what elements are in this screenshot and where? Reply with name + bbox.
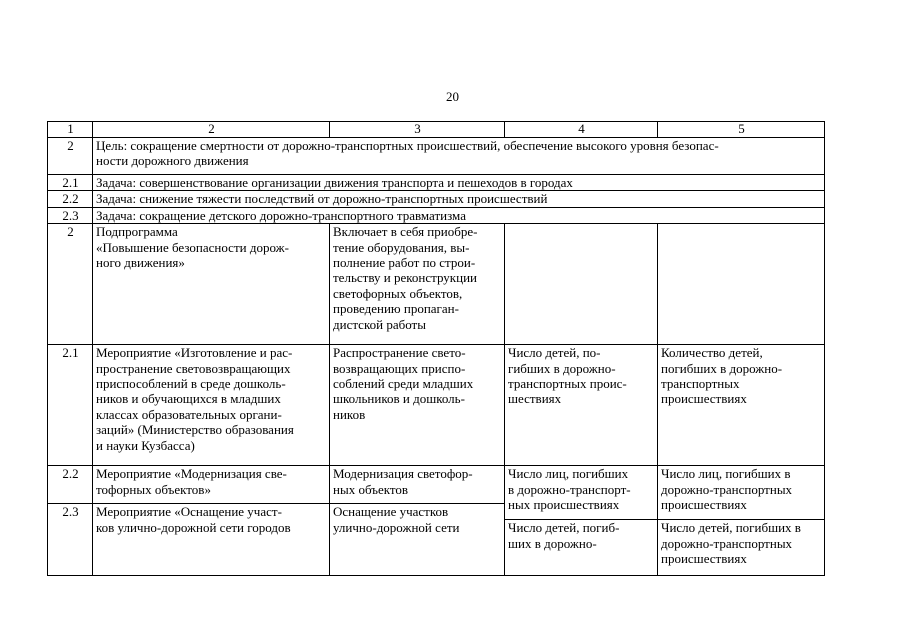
task-text: Задача: сокращение детского дорожно-транспортного травматизма (93, 207, 825, 223)
row-number: 2 (48, 138, 93, 175)
measure-indicator-definition: Количество детей, погибших в дорожно- транспортных происшествиях (658, 345, 825, 466)
column-number: 4 (505, 122, 658, 138)
empty-cell (658, 224, 825, 345)
empty-cell (505, 224, 658, 345)
goal-text: Цель: сокращение смертности от дорожно-транспортных происшествий, обеспечение высокого уровня безопас- ности дорожного движения (93, 138, 825, 175)
goal-row (48, 138, 825, 175)
task-text: Задача: совершенствование организации движения транспорта и пешеходов в городах (93, 175, 825, 191)
measure-title: Мероприятие «Модернизация све- тофорных объектов» (93, 466, 330, 504)
task-row (48, 191, 825, 207)
measure-row (48, 466, 825, 504)
task-row (48, 175, 825, 191)
program-table (47, 121, 825, 576)
column-number: 5 (658, 122, 825, 138)
column-number-row (48, 122, 825, 138)
measure-description: Модернизация светофор- ных объектов (330, 466, 505, 504)
measure-description: Распространение свето- возвращающих приспо- соблений среди младших школьников и дошколь- ников (330, 345, 505, 466)
page-number: 20 (446, 89, 459, 104)
column-number: 3 (330, 122, 505, 138)
row-number: 2 (48, 224, 93, 345)
measure-indicator: Число детей, по- гибших в дорожно- транспортных проис- шествиях (505, 345, 658, 466)
row-number: 2.1 (48, 345, 93, 466)
row-number: 2.1 (48, 175, 93, 191)
measure-indicator-definition: Число лиц, погибших в дорожно-транспортных происшествиях Число детей, погибших в дорожно-транспортных происшествиях (658, 466, 825, 576)
row-number: 2.3 (48, 207, 93, 223)
column-number: 2 (93, 122, 330, 138)
measure-title: Мероприятие «Оснащение участ- ков улично-дорожной сети городов (93, 504, 330, 576)
measure-row (48, 345, 825, 466)
measure-title: Мероприятие «Изготовление и рас- пространение световозвращающих приспособлений в среде дошколь- ников и обучающихся в младших классах образовательных органи- заций» (Министерство образования и науки Кузбасса) (93, 345, 330, 466)
row-number: 2.2 (48, 466, 93, 504)
measure-indicator: Число лиц, погибших в дорожно-транспорт- ных происшествиях Число детей, погиб- ших в дорожно- (505, 466, 658, 576)
subprogram-title: Подпрограмма «Повышение безопасности дорож- ного движения» (93, 224, 330, 345)
task-row (48, 207, 825, 223)
subprogram-row (48, 224, 825, 345)
row-number: 2.2 (48, 191, 93, 207)
task-text: Задача: снижение тяжести последствий от дорожно-транспортных происшествий (93, 191, 825, 207)
column-number: 1 (48, 122, 93, 138)
row-number: 2.3 (48, 504, 93, 576)
subprogram-description: Включает в себя приобре- тение оборудования, вы- полнение работ по строи- тельству и реконструкции светофорных объектов, проведению пропаган- дистской работы (330, 224, 505, 345)
measure-description: Оснащение участков улично-дорожной сети (330, 504, 505, 576)
